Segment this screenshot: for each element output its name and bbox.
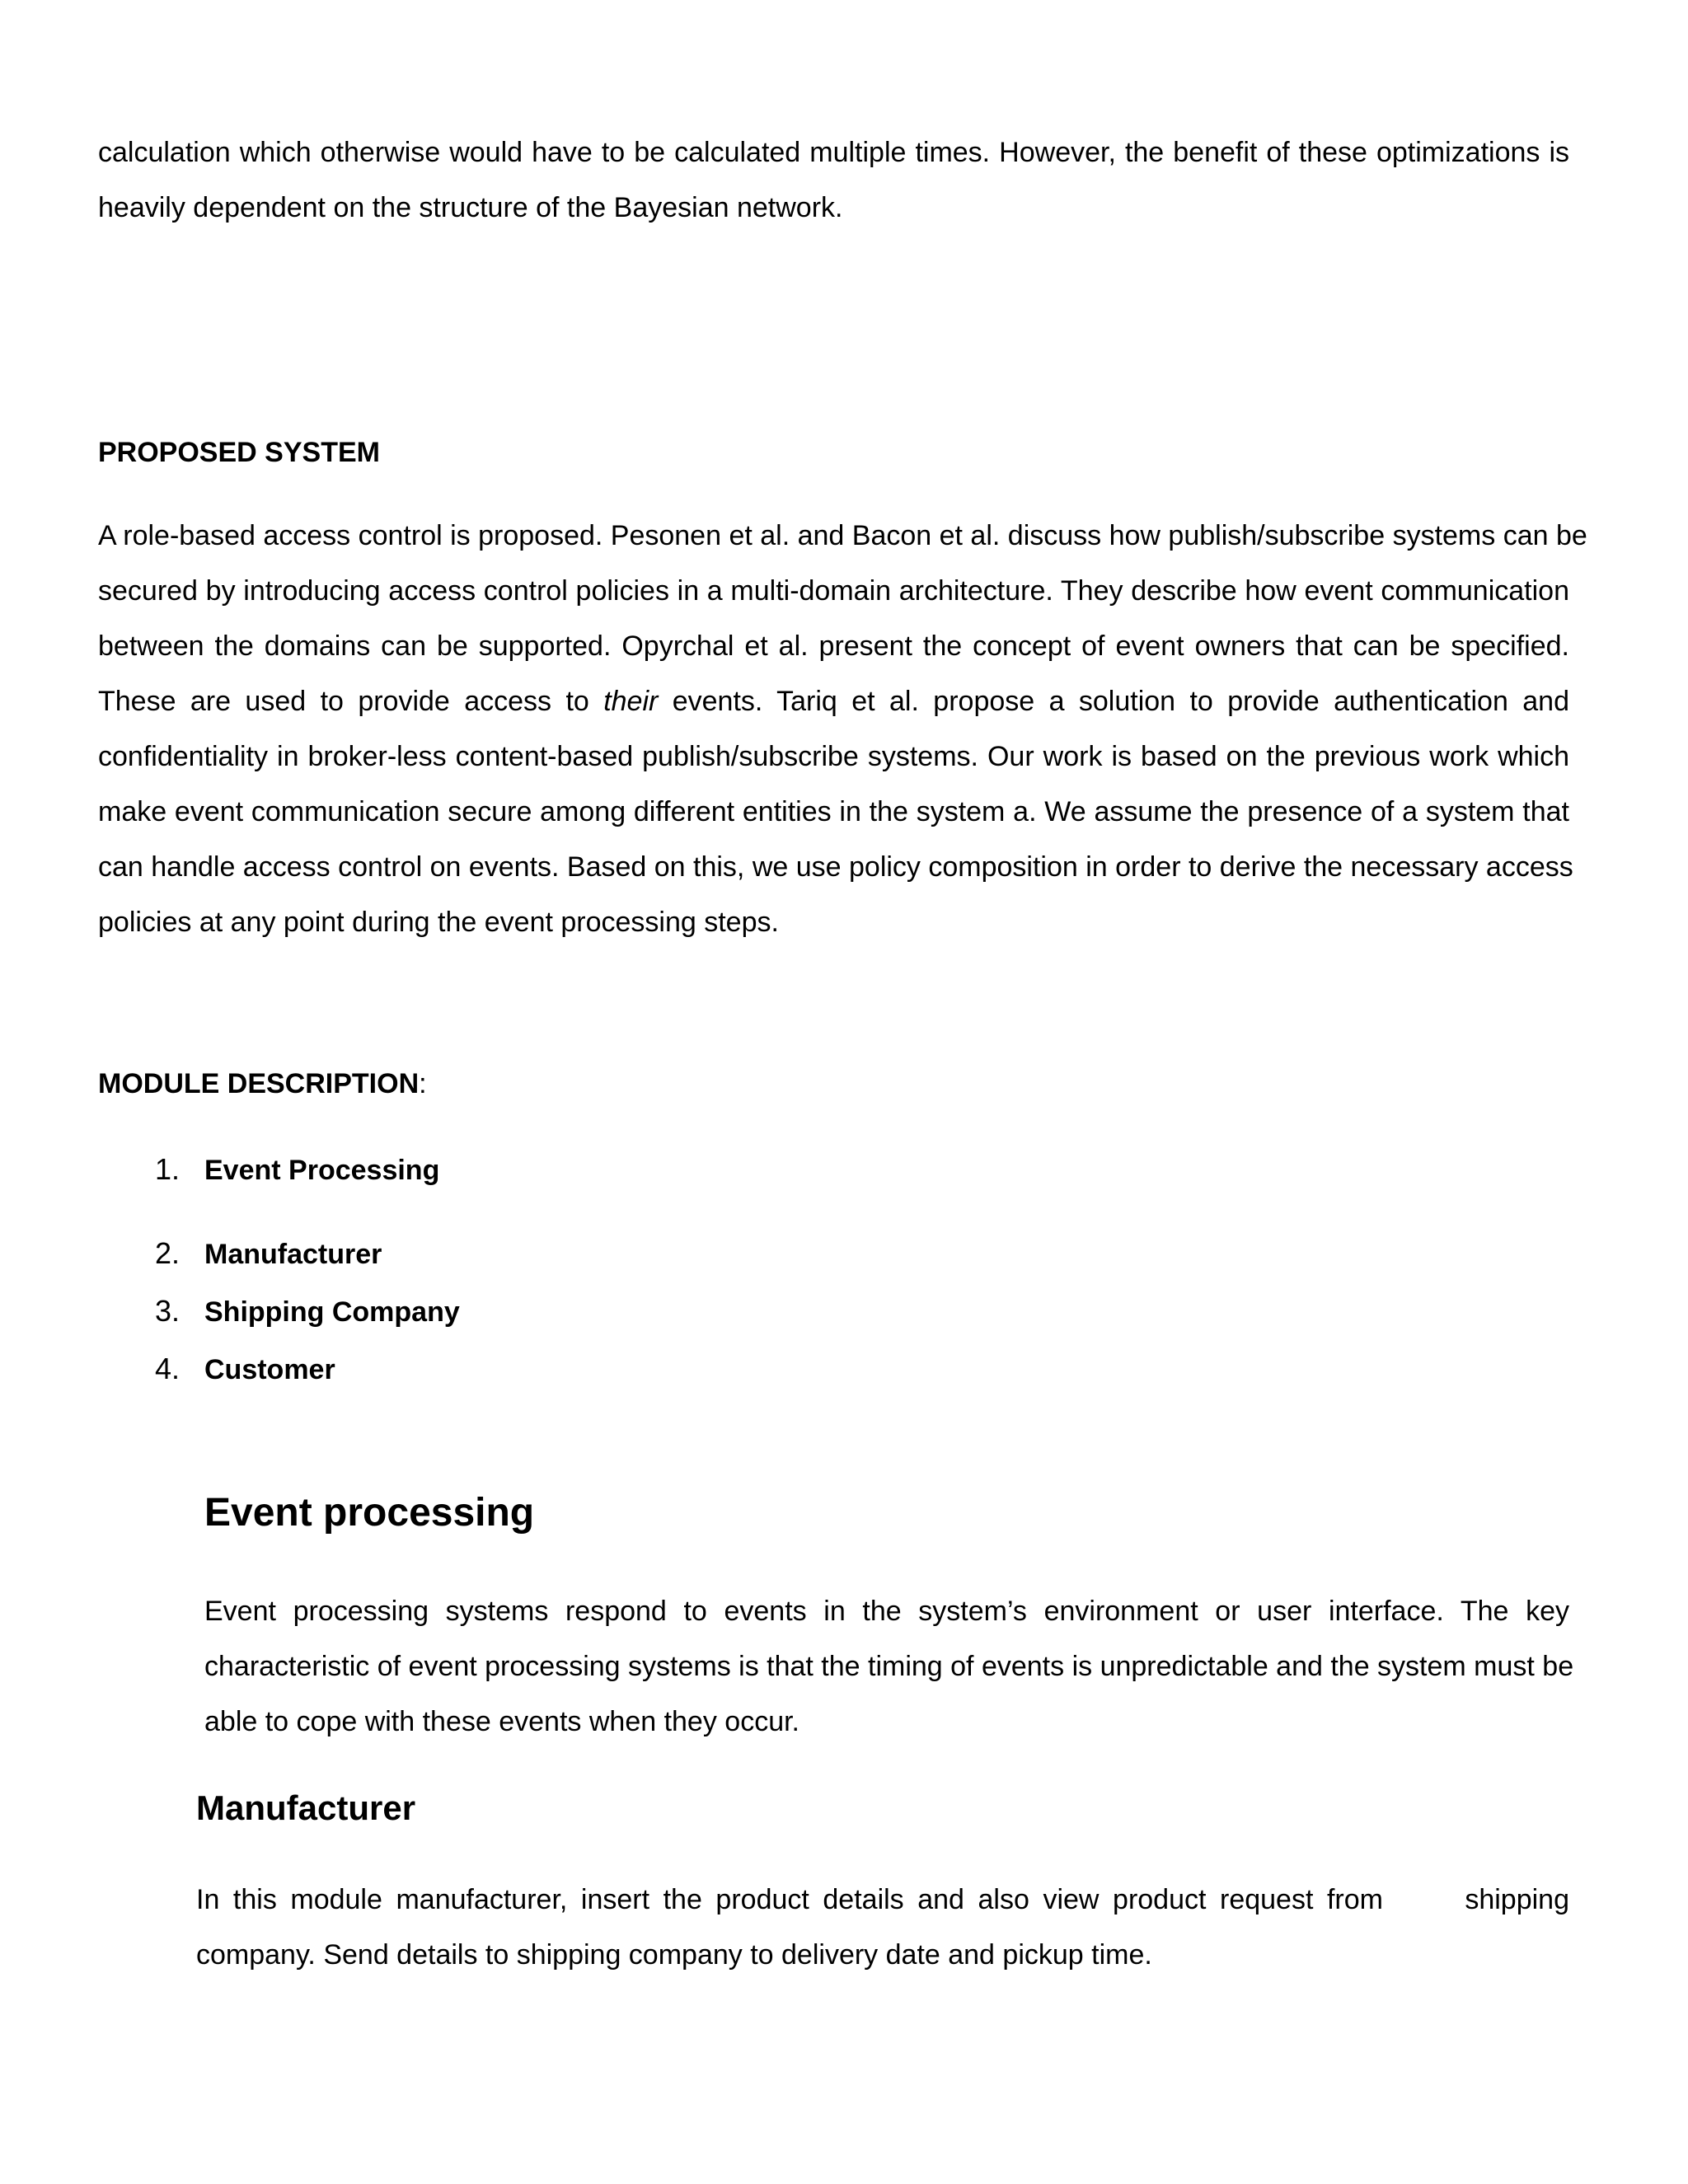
line-text: These are used to provide access to — [98, 686, 604, 717]
paragraph-line: policies at any point during the event processing steps. — [98, 907, 779, 938]
paragraph-line: between the domains can be supported. Opyrchal et al. present the concept of event owners that can be specified. — [98, 630, 1569, 662]
list-label: Event Processing — [204, 1155, 440, 1186]
list-number: 3. — [155, 1294, 181, 1328]
paragraph-line: A role-based access control is proposed. Pesonen et al. and Bacon et al. discuss how publish/subscribe systems can be — [98, 520, 1587, 551]
list-label: Manufacturer — [204, 1239, 382, 1270]
manufacturer-title: Manufacturer — [196, 1788, 416, 1827]
paragraph-line: make event communication secure among different entities in the system a. We assume the presence of a system that — [98, 796, 1569, 827]
event-processing-title: Event processing — [204, 1491, 535, 1535]
list-number: 2. — [155, 1236, 181, 1270]
paragraph-line: Event processing systems respond to events in the system’s environment or user interface. The key — [204, 1596, 1569, 1627]
intro-line: heavily dependent on the structure of the Bayesian network. — [98, 192, 843, 223]
paragraph-line: characteristic of event processing systems is that the timing of events is unpredictable and the system must be — [204, 1651, 1574, 1682]
list-item — [155, 1352, 335, 1386]
heading-colon: : — [419, 1068, 427, 1099]
intro-line: calculation which otherwise would have to be calculated multiple times. However, the benefit of these optimizations is — [98, 137, 1569, 168]
list-item — [155, 1236, 382, 1271]
list-item — [155, 1152, 439, 1187]
module-description-title: MODULE DESCRIPTION — [98, 1068, 420, 1099]
paragraph-line: confidentiality in broker-less content-based publish/subscribe systems. Our work is based on the previous work which — [98, 741, 1569, 772]
manufacturer-paragraph — [196, 1872, 1569, 1983]
intro-paragraph — [98, 125, 1569, 236]
list-label: Shipping Company — [204, 1296, 460, 1328]
proposed-system-heading: PROPOSED SYSTEM — [98, 437, 380, 468]
paragraph-line: In this module manufacturer, insert the product details and also view product request from shipping — [196, 1884, 1569, 1915]
proposed-system-paragraph — [98, 509, 1587, 950]
emphasis-text: their — [603, 686, 659, 717]
paragraph-line-with-emphasis — [98, 674, 1569, 729]
list-item — [155, 1294, 460, 1329]
paragraph-line: secured by introducing access control policies in a multi-domain architecture. They describe how event communication — [98, 575, 1569, 607]
line-text: events. Tariq et al. propose a solution to provide authentication and — [658, 686, 1569, 717]
list-number: 4. — [155, 1352, 181, 1385]
paragraph-line: can handle access control on events. Based on this, we use policy composition in order to derive the necessary access — [98, 851, 1573, 883]
paragraph-line: able to cope with these events when they occur. — [204, 1706, 800, 1737]
module-description-heading — [98, 1068, 427, 1100]
paragraph-line: company. Send details to shipping company to delivery date and pickup time. — [196, 1939, 1152, 1971]
list-number: 1. — [155, 1152, 181, 1186]
event-processing-paragraph — [204, 1584, 1574, 1750]
list-label: Customer — [204, 1354, 335, 1385]
